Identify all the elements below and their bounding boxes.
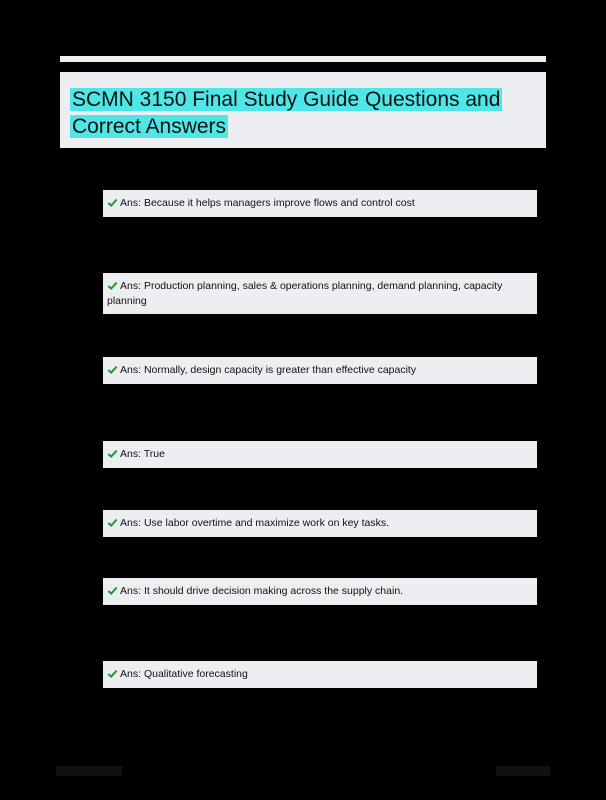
footer-redacted-page-number bbox=[496, 766, 550, 776]
answer-box bbox=[103, 273, 537, 314]
check-icon bbox=[107, 280, 118, 291]
answer-text: Production planning, sales & operations planning, demand planning, capacity planning bbox=[107, 280, 503, 307]
check-icon bbox=[107, 517, 118, 528]
answer-prefix: Ans: bbox=[120, 364, 142, 376]
page-title: SCMN 3150 Final Study Guide Questions and Correct Answers bbox=[72, 88, 501, 138]
check-icon bbox=[107, 448, 118, 459]
answer-text: Normally, design capacity is greater than effective capacity bbox=[143, 364, 417, 376]
answer-box bbox=[103, 441, 537, 468]
check-icon bbox=[107, 668, 118, 679]
check-icon bbox=[107, 585, 118, 596]
answer-text: Qualitative forecasting bbox=[143, 668, 248, 680]
answer-prefix: Ans: bbox=[120, 197, 142, 209]
footer-redacted-text bbox=[56, 766, 122, 776]
answer-box bbox=[103, 190, 537, 217]
answer-text: True bbox=[143, 448, 165, 460]
answer-prefix: Ans: bbox=[120, 448, 142, 460]
check-icon bbox=[107, 364, 118, 375]
answer-box bbox=[103, 357, 537, 384]
answer-prefix: Ans: bbox=[120, 517, 142, 529]
answer-text: Because it helps managers improve flows and control cost bbox=[143, 197, 415, 209]
answer-prefix: Ans: bbox=[120, 585, 142, 597]
check-icon bbox=[107, 197, 118, 208]
answer-prefix: Ans: bbox=[120, 280, 142, 292]
top-rule bbox=[60, 56, 546, 62]
title-box bbox=[60, 72, 546, 148]
answer-text: It should drive decision making across the supply chain. bbox=[143, 585, 404, 597]
answer-box bbox=[103, 578, 537, 605]
answer-prefix: Ans: bbox=[120, 668, 142, 680]
answer-box bbox=[103, 510, 537, 537]
answer-text: Use labor overtime and maximize work on key tasks. bbox=[143, 517, 390, 529]
answer-box bbox=[103, 661, 537, 688]
